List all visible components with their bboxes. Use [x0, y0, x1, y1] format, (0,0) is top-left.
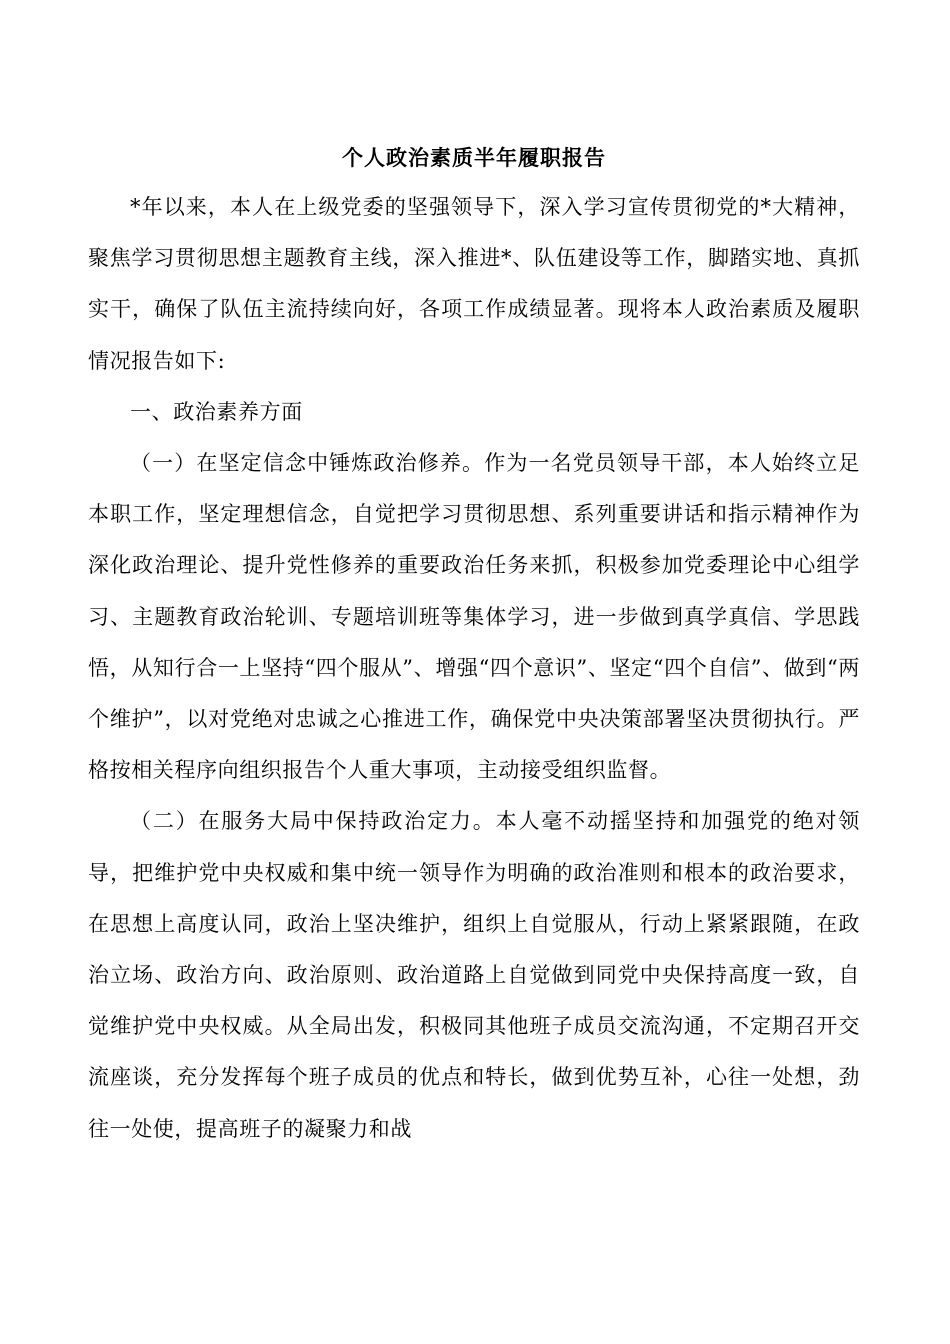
section-heading-political-quality: 一、政治素养方面	[130, 399, 303, 424]
document-title: 个人政治素质半年履职报告	[342, 145, 606, 170]
paragraph-firm-belief: （一）在坚定信念中锤炼政治修养。作为一名党员领导干部，本人始终立足本职工作，坚定理想信念，自觉把学习贯彻思想、系列重要讲话和指示精神作为深化政治理论、提升党性修养的重要政治任务来抓，积极参加党委理论中心组学习、主题教育政治轮训、专题培训班等集体学习，进一步做到真学真信、学思践悟，从知行合一上坚持“四个服从”、增强“四个意识”、坚定“四个自信”、做到“两个维护”，以对党绝对忠诚之心推进工作，确保党中央决策部署坚决贯彻执行。严格按相关程序向组织报告个人重大事项，主动接受组织监督。	[88, 451, 860, 783]
intro-paragraph: *年以来，本人在上级党委的坚强领导下，深入学习宣传贯彻党的*大精神，聚焦学习贯彻思想主题教育主线，深入推进*、队伍建设等工作，脚踏实地、真抓实干，确保了队伍主流持续向好，各项工作成绩显著。现将本人政治素质及履职情况报告如下:	[88, 195, 860, 373]
document-page	[88, 138, 860, 1155]
paragraph-political-determination: （二）在服务大局中保持政治定力。本人毫不动摇坚持和加强党的绝对领导，把维护党中央权威和集中统一领导作为明确的政治准则和根本的政治要求，在思想上高度认同，政治上坚决维护，组织上自觉服从，行动上紧紧跟随，在政治立场、政治方向、政治原则、政治道路上自觉做到同党中央保持高度一致，自觉维护党中央权威。从全局出发，积极同其他班子成员交流沟通，不定期召开交流座谈，充分发挥每个班子成员的优点和特长，做到优势互补，心往一处想，劲往一处使，提高班子的凝聚力和战	[88, 809, 860, 1141]
